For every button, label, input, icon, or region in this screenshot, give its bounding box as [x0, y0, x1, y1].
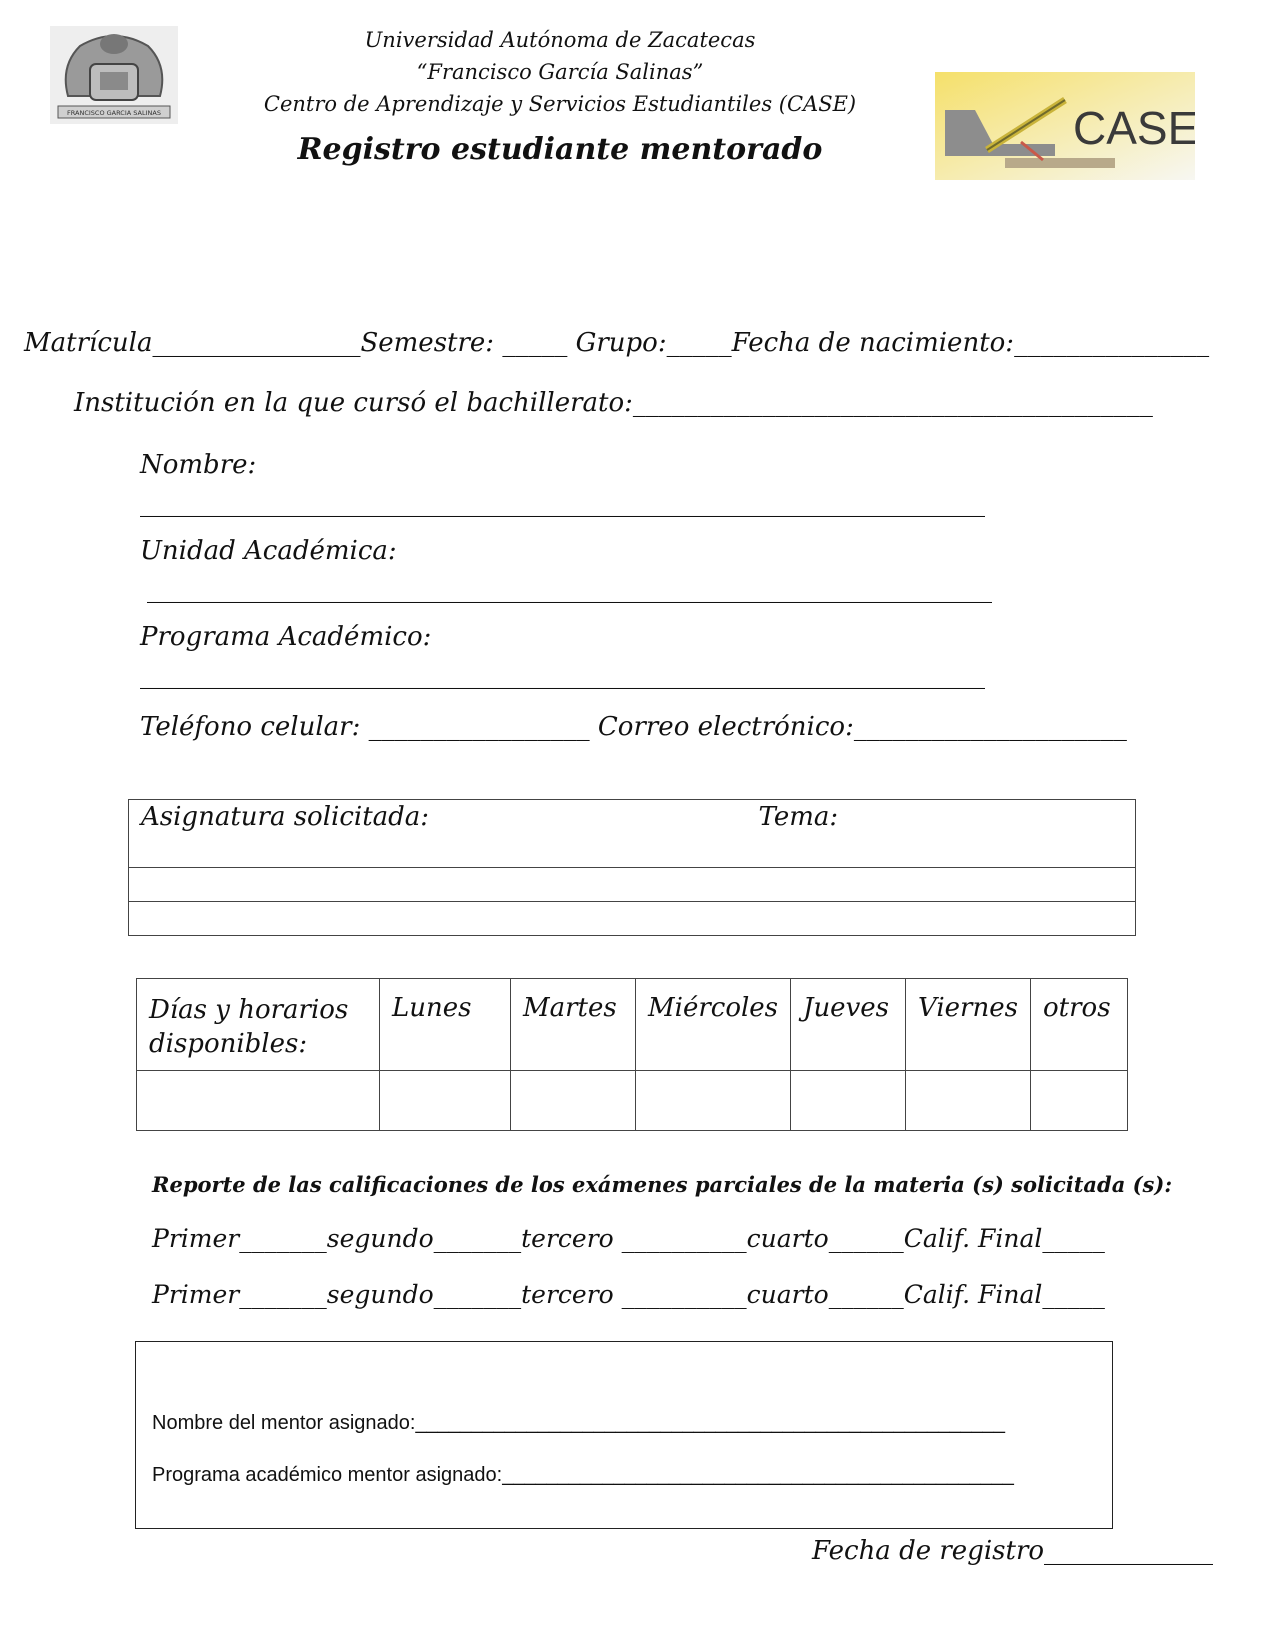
case-logo-text: CASE: [1073, 102, 1195, 154]
grades-line-1: [152, 1224, 1105, 1253]
mentor-program-label: Programa académico mentor asignado:: [152, 1464, 503, 1486]
asignatura-label: Asignatura solicitada:: [141, 802, 430, 832]
university-namesake: “Francisco García Salinas”: [416, 60, 704, 84]
segundo-label: segundo: [326, 1224, 434, 1253]
subject-row-2[interactable]: [129, 902, 1136, 936]
correo-blank[interactable]: _____________________: [853, 712, 1127, 742]
mentor-program-line: [152, 1464, 1014, 1487]
page-title: Registro estudiante mentorado: [297, 132, 823, 167]
primer-blank[interactable]: _______: [239, 1224, 327, 1253]
unidad-label: Unidad Académica:: [140, 536, 397, 566]
nombre-label: Nombre:: [140, 450, 257, 480]
grupo-blank[interactable]: _____: [666, 328, 732, 358]
primer-label: Primer: [152, 1280, 240, 1309]
institucion-blank[interactable]: ________________________________________: [632, 388, 1153, 418]
report-title: Reporte de las calificaciones de los exámenes parciales de la materia (s) solicitada (s):: [152, 1172, 1173, 1197]
telefono-label: Teléfono celular:: [140, 712, 361, 742]
university-seal-logo: [50, 26, 178, 124]
day-jueves: Jueves: [791, 979, 906, 1071]
matricula-label: Matrícula: [24, 328, 153, 358]
schedule-cell-jueves[interactable]: [791, 1071, 906, 1131]
telefono-blank[interactable]: _________________: [368, 712, 590, 742]
cuarto-blank[interactable]: ______: [828, 1224, 904, 1253]
unidad-blank[interactable]: _________________________________________________________________: [147, 574, 992, 604]
schedule-cell-lunes[interactable]: [380, 1071, 511, 1131]
primer-label: Primer: [152, 1224, 240, 1253]
subject-row-1[interactable]: [129, 868, 1136, 902]
schedule-cell-miercoles[interactable]: [636, 1071, 791, 1131]
matricula-blank[interactable]: ________________: [152, 328, 361, 358]
schedule-cell-viernes[interactable]: [906, 1071, 1031, 1131]
day-viernes: Viernes: [906, 979, 1031, 1071]
mentor-name-label: Nombre del mentor asignado:: [152, 1412, 416, 1434]
day-lunes: Lunes: [380, 979, 511, 1071]
case-logo: [935, 72, 1195, 180]
fecha-nacimiento-blank[interactable]: _______________: [1014, 328, 1210, 358]
segundo-blank[interactable]: _______: [433, 1280, 522, 1309]
correo-label: Correo electrónico:: [597, 712, 854, 742]
subject-table: [128, 799, 1136, 936]
schedule-cell-martes[interactable]: [511, 1071, 636, 1131]
mentor-name-line: [152, 1412, 1005, 1435]
day-martes: Martes: [511, 979, 636, 1071]
fecha-registro-label: Fecha de registro: [812, 1536, 1045, 1566]
cuarto-blank[interactable]: ______: [828, 1280, 904, 1309]
tercero-label: tercero: [521, 1280, 614, 1309]
tercero-label: tercero: [521, 1224, 614, 1253]
fecha-nacimiento-label: Fecha de nacimiento:: [731, 328, 1015, 358]
subject-header-cell: [129, 800, 1136, 868]
university-name: Universidad Autónoma de Zacatecas: [364, 28, 756, 52]
cuarto-label: cuarto: [746, 1224, 829, 1253]
registration-date-line: [812, 1536, 1213, 1566]
final-blank[interactable]: _____: [1042, 1224, 1105, 1253]
final-blank[interactable]: _____: [1042, 1280, 1105, 1309]
segundo-blank[interactable]: _______: [433, 1224, 522, 1253]
schedule-header-label: Días y horarios disponibles:: [137, 979, 380, 1071]
mentor-name-blank[interactable]: _____________________________________________________: [415, 1412, 1006, 1434]
schedule-cell-otros[interactable]: [1031, 1071, 1128, 1131]
center-name: Centro de Aprendizaje y Servicios Estudiantiles (CASE): [263, 92, 857, 116]
final-label: Calif. Final: [903, 1224, 1043, 1253]
identification-line: [24, 328, 1209, 358]
programa-label: Programa Académico:: [140, 622, 432, 652]
tema-label: Tema:: [758, 801, 839, 832]
mentor-box: [135, 1341, 1113, 1529]
day-otros: otros: [1031, 979, 1128, 1071]
primer-blank[interactable]: _______: [239, 1280, 327, 1309]
seal-banner-text: FRANCISCO GARCIA SALINAS: [67, 109, 161, 117]
cuarto-label: cuarto: [746, 1280, 829, 1309]
institucion-label: Institución en la que cursó el bachillerato:: [74, 388, 633, 418]
grades-line-2: [152, 1280, 1105, 1309]
segundo-label: segundo: [326, 1280, 434, 1309]
grupo-label: Grupo:: [575, 328, 667, 358]
day-miercoles: Miércoles: [636, 979, 791, 1071]
schedule-table: [136, 978, 1128, 1131]
semestre-label: Semestre:: [360, 328, 495, 358]
institution-line: [74, 388, 1153, 418]
semestre-blank[interactable]: _____: [502, 328, 568, 358]
tercero-blank[interactable]: __________: [621, 1224, 747, 1253]
fecha-registro-blank[interactable]: _____________: [1044, 1536, 1214, 1566]
contact-line: [140, 712, 1127, 742]
mentor-program-blank[interactable]: ______________________________________________: [502, 1464, 1014, 1486]
final-label: Calif. Final: [903, 1280, 1043, 1309]
tercero-blank[interactable]: __________: [621, 1280, 747, 1309]
programa-blank[interactable]: _________________________________________________________________: [140, 660, 985, 690]
schedule-cell-label[interactable]: [137, 1071, 380, 1131]
nombre-blank[interactable]: _________________________________________________________________: [140, 488, 985, 518]
